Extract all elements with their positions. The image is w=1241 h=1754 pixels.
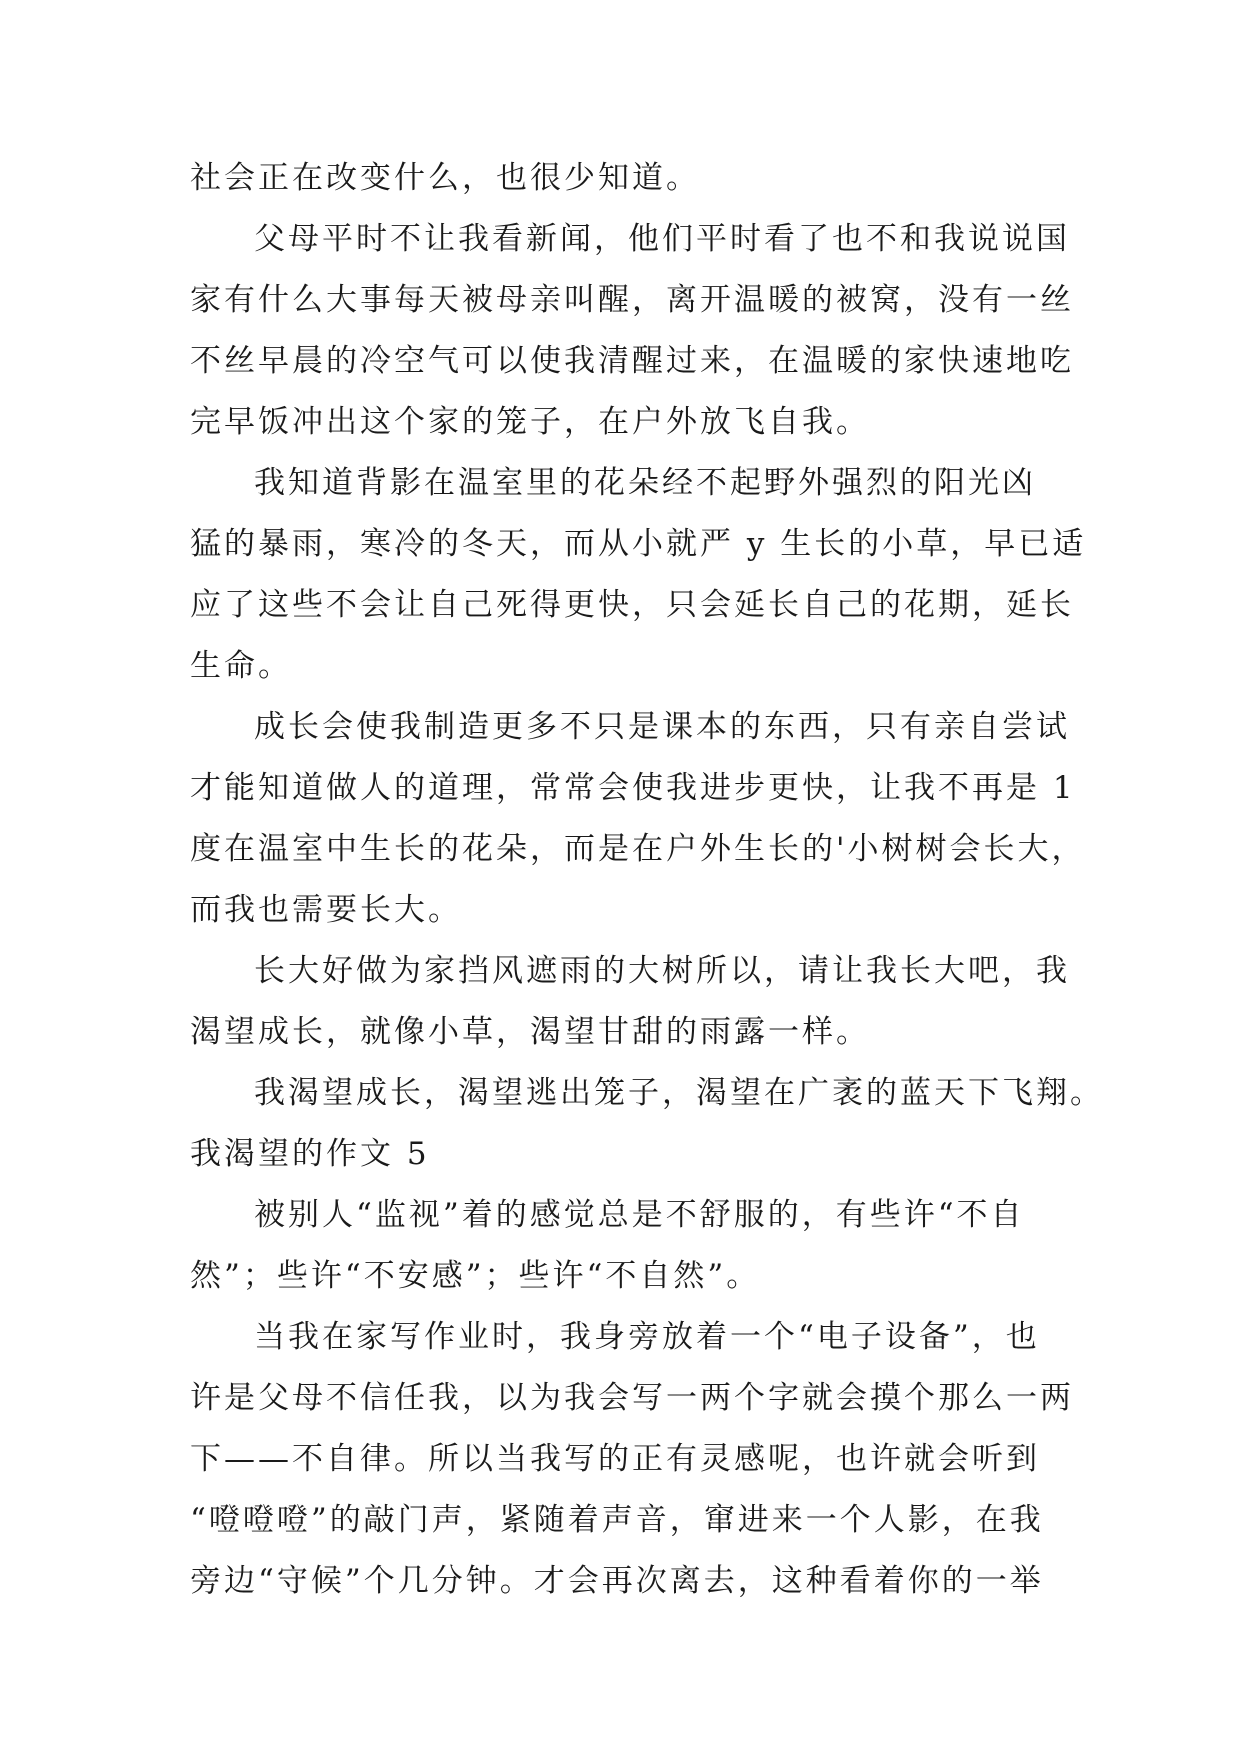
text-line: 社会正在改变什么，也很少知道。 [190, 160, 700, 196]
section-heading: 我渴望的作文 5 [190, 1136, 430, 1172]
text-line: 而我也需要长大。 [190, 892, 462, 928]
text-line: 渴望成长，就像小草，渴望甘甜的雨露一样。 [190, 1014, 870, 1050]
text-line: 许是父母不信任我，以为我会写一两个字就会摸个那么一两 [190, 1380, 1074, 1416]
text-line: 家有什么大事每天被母亲叫醒，离开温暖的被窝，没有一丝 [190, 282, 1074, 318]
text-line: 完早饭冲出这个家的笼子，在户外放飞自我。 [190, 404, 870, 440]
document-body [190, 148, 1104, 1612]
text-line: 被别人“监视”着的感觉总是不舒服的，有些许“不自 [254, 1197, 1025, 1233]
text-line: 旁边“守候”个几分钟。才会再次离去，这种看着你的一举 [190, 1563, 1044, 1599]
text-line: 猛的暴雨，寒冷的冬天，而从小就严 y 生长的小草，早已适 [190, 526, 1087, 562]
text-line: 下——不自律。所以当我写的正有灵感呢，也许就会听到 [190, 1441, 1040, 1477]
text-line: 度在温室中生长的花朵，而是在户外生长的'小树树会长大， [190, 831, 1086, 867]
text-line: 我渴望成长，渴望逃出笼子，渴望在广袤的蓝天下飞翔。 [254, 1075, 1104, 1111]
text-line: 成长会使我制造更多不只是课本的东西，只有亲自尝试 [254, 709, 1070, 745]
text-line: 长大好做为家挡风遮雨的大树所以，请让我长大吧，我 [254, 953, 1070, 989]
text-line: 生命。 [190, 648, 292, 684]
text-line: 然”；些许“不安感”；些许“不自然”。 [190, 1258, 761, 1294]
text-line: 我知道背影在温室里的花朵经不起野外强烈的阳光凶 [254, 465, 1036, 501]
text-line: 才能知道做人的道理，常常会使我进步更快，让我不再是 1 [190, 770, 1076, 806]
text-line: 不丝早晨的冷空气可以使我清醒过来，在温暖的家快速地吃 [190, 343, 1074, 379]
text-line: 父母平时不让我看新闻，他们平时看了也不和我说说国 [254, 221, 1070, 257]
text-line: 应了这些不会让自己死得更快，只会延长自己的花期，延长 [190, 587, 1074, 623]
text-line: “噔噔噔”的敲门声，紧随着声音，窜进来一个人影，在我 [190, 1502, 1044, 1538]
text-line: 当我在家写作业时，我身旁放着一个“电子设备”，也 [254, 1319, 1040, 1355]
